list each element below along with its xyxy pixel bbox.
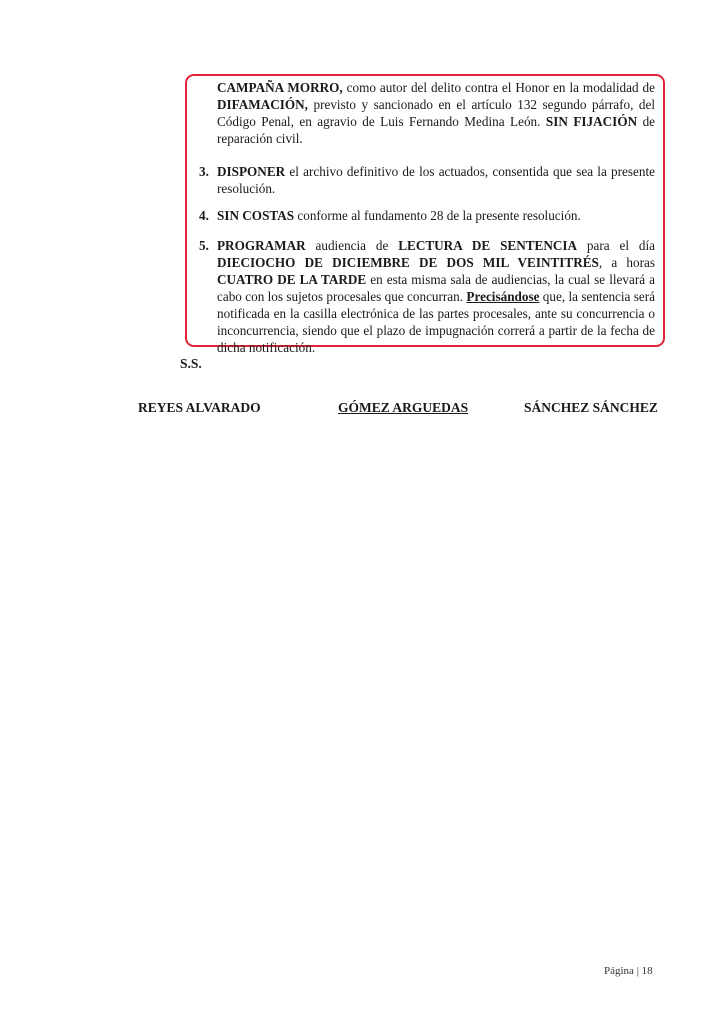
signatory-2: GÓMEZ ARGUEDAS: [338, 400, 469, 415]
signatory-1: REYES ALVARADO: [138, 400, 261, 415]
intro-paragraph: CAMPAÑA MORRO, como autor del delito contra el Honor en la modalidad de DIFAMACIÓN, previsto y sancionado en el artículo 132 segundo párrafo, del Código Penal, en agravio de Luis Fernando Medina León. SIN FIJACIÓN de reparación civil.: [217, 80, 656, 146]
item-text: SIN COSTAS conforme al fundamento 28 de la presente resolución.: [217, 208, 581, 223]
item-number: 5.: [199, 238, 209, 253]
signatory-3: SÁNCHEZ SÁNCHEZ: [524, 400, 658, 415]
ss-label: S.S.: [180, 356, 202, 371]
item-number: 3.: [199, 164, 209, 179]
resolution-item-4: [199, 207, 655, 224]
resolution-item-3: [199, 163, 655, 197]
item-number: 4.: [199, 208, 209, 223]
item-text: DISPONER el archivo definitivo de los actuados, consentida que sea la presente resolución.: [217, 164, 655, 196]
item-text: PROGRAMAR audiencia de LECTURA DE SENTENCIA para el día DIECIOCHO DE DICIEMBRE DE DOS MIL VEINTITRÉS, a horas CUATRO DE LA TARDE en esta misma sala de audiencias, la cual se llevará a cabo con los sujetos procesales que concurran. Precisándose que, la sentencia será notificada en la casilla electrónica de las partes procesales, ante su concurrencia o inconcurrencia, siendo que el plazo de impugnación correrá a partir de la fecha de dicha notificación.: [217, 238, 655, 355]
page-number: Página | 18: [604, 965, 653, 977]
resolution-item-5: [199, 237, 655, 356]
